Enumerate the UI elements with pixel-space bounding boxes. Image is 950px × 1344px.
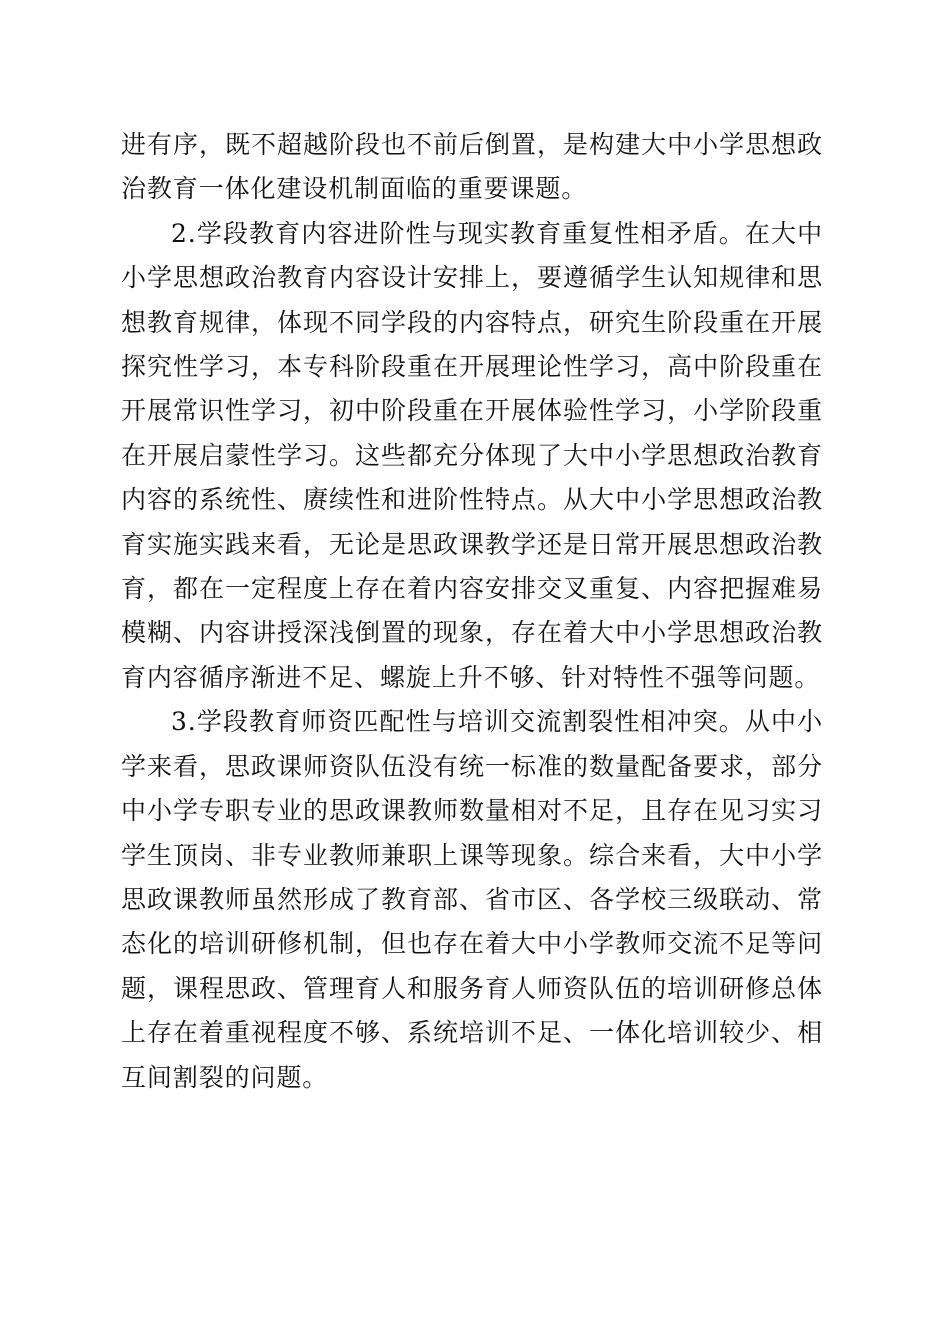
document-body (121, 123, 823, 1100)
paragraph-item-2: 2.学段教育内容进阶性与现实教育重复性相矛盾。在大中小学思想政治教育内容设计安排上，要遵循学生认知规律和思想教育规律，体现不同学段的内容特点，研究生阶段重在开展探究性学习，本专科阶段重在开展理论性学习，高中阶段重在开展常识性学习，初中阶段重在开展体验性学习，小学阶段重在开展启蒙性学习。这些都充分体现了大中小学思想政治教育内容的系统性、赓续性和进阶性特点。从大中小学思想政治教育实施实践来看，无论是思政课教学还是日常开展思想政治教育，都在一定程度上存在着内容安排交叉重复、内容把握难易模糊、内容讲授深浅倒置的现象，存在着大中小学思想政治教育内容循序渐进不足、螺旋上升不够、针对特性不强等问题。 (121, 218, 823, 692)
paragraph-item-3: 3.学段教育师资匹配性与培训交流割裂性相冲突。从中小学来看，思政课师资队伍没有统一标准的数量配备要求，部分中小学专职专业的思政课教师数量相对不足，且存在见习实习学生顶岗、非专业教师兼职上课等现象。综合来看，大中小学思政课教师虽然形成了教育部、省市区、各学校三级联动、常态化的培训研修机制，但也存在着大中小学教师交流不足等问题，课程思政、管理育人和服务育人师资队伍的培训研修总体上存在着重视程度不够、系统培训不足、一体化培训较少、相互间割裂的问题。 (121, 707, 823, 1092)
paragraph-continuation: 进有序，既不超越阶段也不前后倒置，是构建大中小学思想政治教育一体化建设机制面临的重要课题。 (121, 130, 823, 204)
